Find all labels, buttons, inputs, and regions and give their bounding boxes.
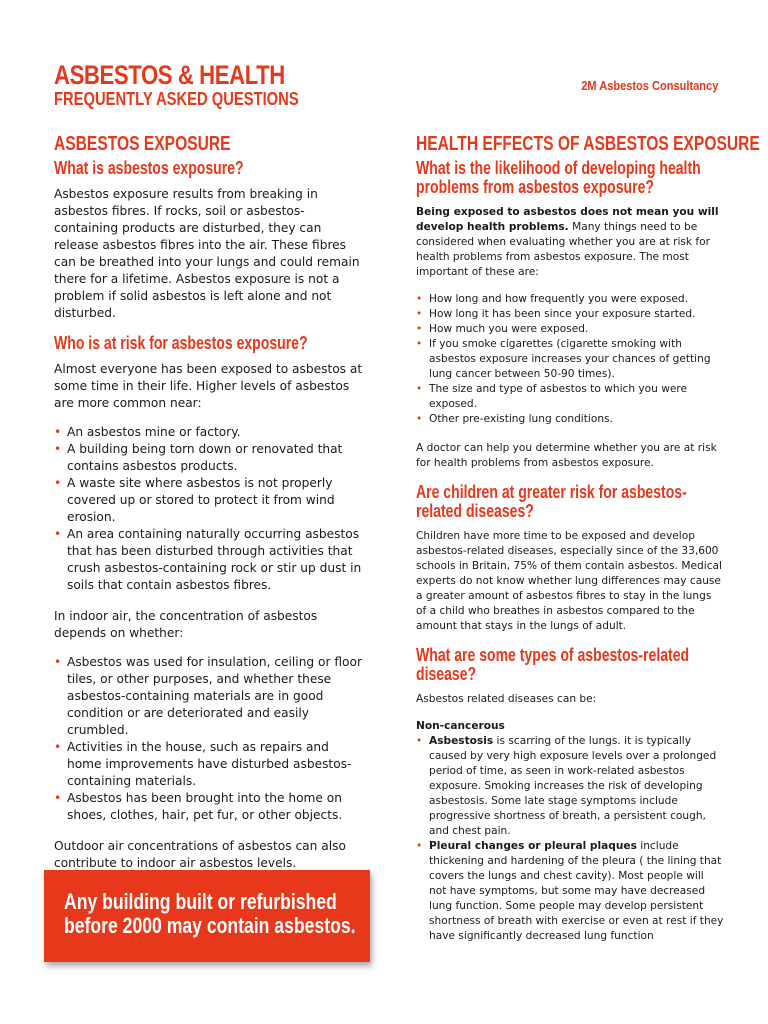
page-title: ASBESTOS & HEALTH: [54, 60, 285, 90]
question-what-is-exposure: What is asbestos exposure?: [54, 158, 244, 178]
disease-list: [416, 734, 724, 944]
warning-banner: [44, 870, 370, 962]
risk-locations-list: [54, 424, 364, 594]
non-cancerous-label-text: Non-cancerous: [416, 720, 505, 732]
indoor-air-intro: In indoor air, the concentration of asbestos depends on whether:: [54, 609, 318, 640]
answer-what-is-exposure: Asbestos exposure results from breaking in asbestos fibres. If rocks, soil or asbestos-containing products are disturbed, they can release asbestos fibres into the air. These fibres can be breathed into your lungs and could remain there for a lifetime. Asbestos exposure is not a problem if solid asbestos is left alone and not disturbed.: [54, 187, 360, 320]
left-column: [54, 133, 364, 884]
list-item: • How long it has been since your exposure started.: [416, 307, 724, 322]
outdoor-air-note: Outdoor air concentrations of asbestos can also contribute to indoor air asbestos levels.: [54, 839, 346, 870]
list-item: [416, 734, 724, 839]
section-title-exposure: ASBESTOS EXPOSURE: [54, 133, 231, 155]
banner-line-1: Any building built or refurbished: [64, 889, 337, 914]
list-item: • If you smoke cigarettes (cigarette smoking with asbestos exposure increases your chances of getting lung cancer between 50-90 times).: [416, 337, 724, 382]
answer-likelihood: [416, 205, 724, 280]
question-disease-types: What are some types of asbestos-related disease?: [416, 645, 690, 684]
list-item: • Asbestos has been brought into the home on shoes, clothes, hair, pet fur, or other objects.: [54, 790, 364, 824]
answer-who-is-at-risk-intro: Almost everyone has been exposed to asbestos at some time in their life. Higher levels of asbestos are more common near:: [54, 362, 363, 410]
page-subtitle: FREQUENTLY ASKED QUESTIONS: [54, 89, 299, 109]
warning-banner-text: [64, 890, 356, 938]
question-children-risk: Are children at greater risk for asbestos-related diseases?: [416, 482, 687, 521]
banner-line-2: before 2000 may contain asbestos.: [64, 913, 356, 938]
risk-factors-list: [416, 292, 724, 427]
list-item: • A building being torn down or renovated that contains asbestos products.: [54, 441, 364, 475]
company-name: 2M Asbestos Consultancy: [580, 78, 718, 93]
list-item: • Activities in the house, such as repairs and home improvements have disturbed asbestos-containing materials.: [54, 739, 364, 790]
list-item: • Asbestos was used for insulation, ceiling or floor tiles, or other purposes, and whether these asbestos-containing materials are in good condition or are deteriorated and easily crumbled.: [54, 654, 364, 739]
indoor-factors-list: [54, 654, 364, 824]
doctor-note: A doctor can help you determine whether you are at risk for health problems from asbestos exposure.: [416, 442, 717, 469]
answer-likelihood-bold: Being exposed to asbestos does not mean you will develop health problems.: [416, 206, 719, 233]
right-column: [416, 133, 760, 958]
list-item: • An asbestos mine or factory.: [54, 424, 364, 441]
answer-likelihood-text: Many things need to be considered when evaluating whether you are at risk for health problems from asbestos exposure. The most important of these are:: [416, 221, 711, 278]
answer-disease-types-intro: Asbestos related diseases can be:: [416, 693, 597, 705]
question-likelihood: What is the likelihood of developing health problems from asbestos exposure?: [416, 158, 701, 197]
section-title-health-effects: HEALTH EFFECTS OF ASBESTOS EXPOSURE: [416, 133, 760, 155]
list-item: • How much you were exposed.: [416, 322, 724, 337]
disease-name: Pleural changes or pleural plaques: [429, 840, 637, 852]
list-item: • The size and type of asbestos to which you were exposed.: [416, 382, 724, 412]
list-item: • Other pre-existing lung conditions.: [416, 412, 724, 427]
answer-children-risk: Children have more time to be exposed and develop asbestos-related diseases, especially since of the 33,600 schools in Britain, 75% of them contain asbestos. Medical experts do not know whether lung differences may cause a greater amount of asbestos fibres to stay in the lungs of a child who breathes in asbestos compared to the amount that stays in the lungs of adult.: [416, 530, 722, 632]
disease-name: Asbestosis: [429, 735, 494, 747]
disease-description: is scarring of the lungs. it is typically caused by very high exposure levels over a prolonged period of time, as seen in work-related asbestos exposure. Smoking increases the risk of developing asbestosis. Some late stage symptoms include progressive shortness of breath, a persistent cough, and chest pain.: [429, 735, 717, 837]
non-cancerous-label: [416, 719, 724, 734]
list-item: • An area containing naturally occurring asbestos that has been disturbed through activities that crush asbestos-containing rock or stir up dust in soils that contain asbestos fibres.: [54, 526, 364, 594]
list-item: [416, 839, 724, 944]
disease-description: include thickening and hardening of the pleura ( the lining that covers the lungs and chest cavity). Most people will not have symptoms, but some may have decreased lung function. Some people may develop persistent shortness of breath with exercise or even at rest if they have significantly decreased lung function: [429, 840, 724, 942]
list-item: • A waste site where asbestos is not properly covered up or stored to protect it from wind erosion.: [54, 475, 364, 526]
list-item: • How long and how frequently you were exposed.: [416, 292, 724, 307]
question-who-is-at-risk: Who is at risk for asbestos exposure?: [54, 333, 308, 353]
